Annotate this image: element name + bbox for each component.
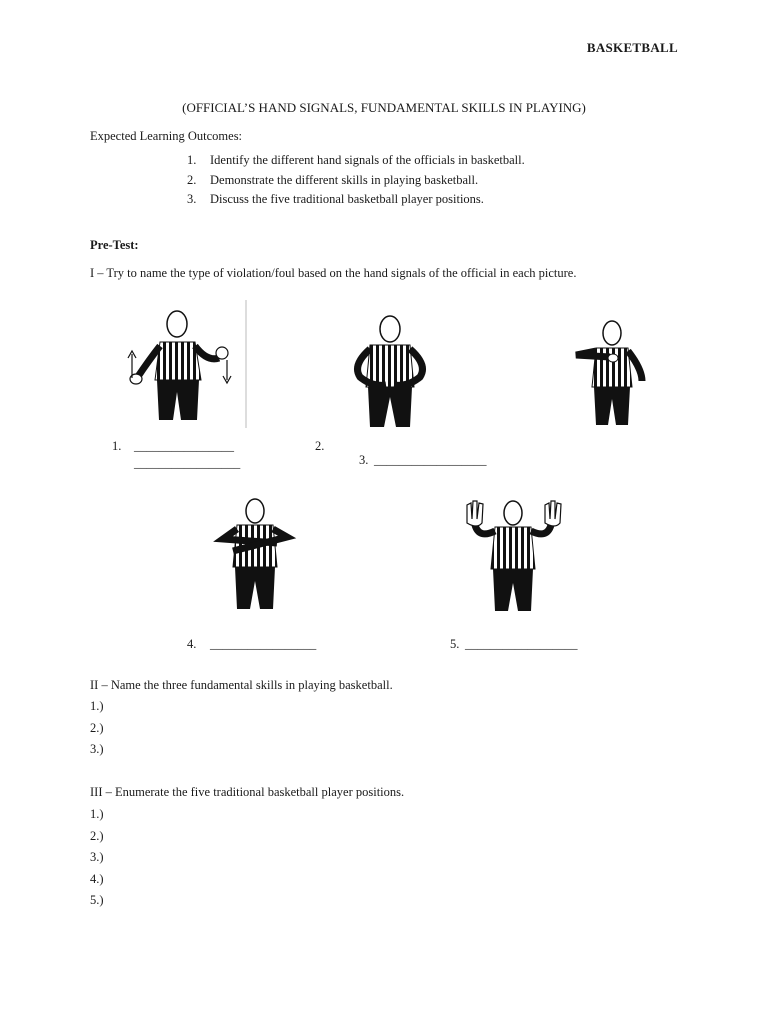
outcome-text: Demonstrate the different skills in playing basketball.: [210, 173, 479, 187]
outcome-number: 1.: [187, 153, 197, 167]
list-item[interactable]: 3.): [90, 742, 104, 756]
outcome-text: Discuss the five traditional basketball player positions.: [210, 192, 484, 206]
referee-signal-3-image: [570, 315, 655, 430]
referee-signal-4-image: [215, 495, 295, 620]
document-subtitle: (OFFICIAL’S HAND SIGNALS, FUNDAMENTAL SKILLS IN PLAYING): [182, 100, 586, 115]
document-title: BASKETBALL: [586, 40, 678, 55]
outcome-text: Identify the different hand signals of the officials in basketball.: [210, 153, 525, 167]
list-item[interactable]: 3.): [90, 850, 104, 864]
part3-instruction: III – Enumerate the five traditional basketball player positions.: [90, 785, 405, 799]
answer-blank-continuation[interactable]: _________________: [134, 456, 241, 470]
outcomes-heading: Expected Learning Outcomes:: [90, 129, 243, 143]
blank-number: 1.: [112, 439, 122, 453]
referee-signal-1-image: [115, 300, 255, 430]
list-item[interactable]: 2.): [90, 720, 104, 735]
pretest-heading: Pre-Test:: [90, 238, 139, 252]
answer-blank-4[interactable]: _________________: [210, 637, 317, 651]
answer-blank-3[interactable]: __________________: [374, 453, 487, 467]
answer-blank-5[interactable]: __________________: [465, 637, 578, 651]
part1-instruction: I – Try to name the type of violation/foul based on the hand signals of the official in each picture.: [90, 266, 577, 280]
outcome-number: 3.: [187, 192, 197, 206]
part2-instruction: II – Name the three fundamental skills in playing basketball.: [90, 678, 393, 692]
blank-number: 2.: [315, 439, 325, 453]
list-item[interactable]: 1.): [90, 699, 104, 713]
blank-number: 5.: [450, 637, 460, 651]
list-item[interactable]: 5.): [90, 893, 104, 907]
list-item[interactable]: 4.): [90, 871, 104, 886]
blank-number: 3.: [359, 453, 369, 467]
referee-signal-5-image: [455, 495, 575, 620]
blank-number: 4.: [187, 637, 197, 651]
part3-answer-list: [90, 804, 104, 912]
list-item[interactable]: 2.): [90, 828, 104, 843]
list-item[interactable]: 1.): [90, 807, 104, 821]
outcome-number: 2.: [187, 173, 197, 187]
answer-blank-1[interactable]: ________________: [134, 439, 234, 453]
part2-answer-list: [90, 696, 104, 761]
referee-signal-2-image: [340, 305, 440, 430]
